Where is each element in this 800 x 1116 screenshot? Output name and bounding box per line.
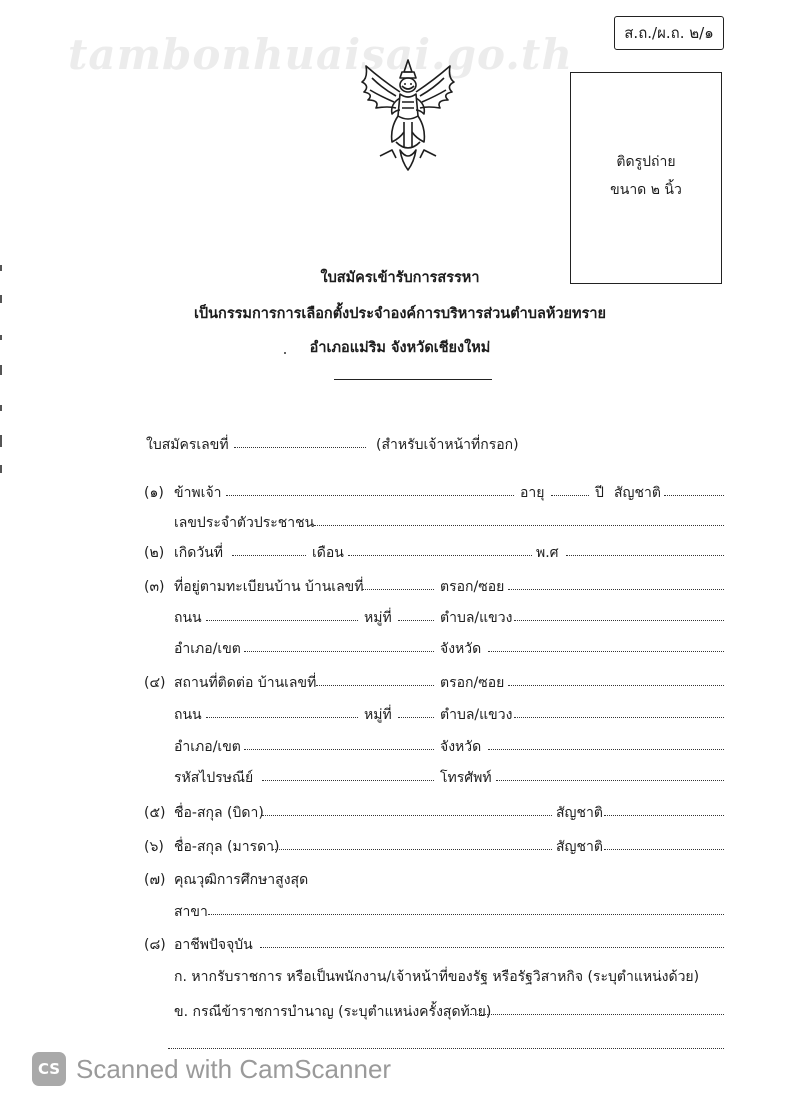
occupation-field[interactable] [260,947,724,948]
mother-nationality-label: สัญชาติ [556,839,603,855]
pension-position-field[interactable] [470,1014,724,1015]
id-card-label: เลขประจำตัวประชาชน [174,515,315,531]
application-no-label: ใบสมัครเลขที่ [146,437,229,453]
name-label: ข้าพเจ้า [174,485,222,501]
father-nationality-field[interactable] [604,815,724,816]
title-divider [334,379,492,380]
registered-province-field[interactable] [488,651,724,652]
nationality-label: สัญชาติ [614,485,661,501]
registered-house-no-field[interactable] [362,589,434,590]
item-2-number: (๒) [144,545,165,561]
garuda-emblem-icon [356,58,460,178]
phone-field[interactable] [496,780,724,781]
item-1-number: (๑) [144,485,164,501]
occupation-label: อาชีพปัจจุบัน [174,937,253,953]
government-position-label: ก. หากรับราชการ หรือเป็นพนักงาน/เจ้าหน้าที่ของรัฐ หรือรัฐวิสาหกิจ (ระบุตำแหน่งด้วย) [174,969,700,985]
speck [284,352,286,354]
contact-tambon-field[interactable] [514,717,724,718]
education-label: คุณวุฒิการศึกษาสูงสุด [174,872,309,888]
camscanner-text: Scanned with CamScanner [76,1053,392,1084]
registered-alley-label: ตรอก/ซอย [440,579,505,595]
mother-name-field[interactable] [272,849,552,850]
nationality-field[interactable] [664,495,724,496]
pension-position-label: ข. กรณีข้าราชการบำนาญ (ระบุตำแหน่งครั้งสุดท้าย) [174,1004,492,1020]
major-label: สาขา [174,904,208,920]
registered-tambon-label: ตำบล/แขวง [440,610,513,626]
registered-house-no-label: ที่อยู่ตามทะเบียนบ้าน บ้านเลขที่ [174,579,364,595]
item-7-number: (๗) [144,872,166,888]
postcode-label: รหัสไปรษณีย์ [174,770,254,786]
year-label: ปี [595,485,604,501]
photo-box-label: ติดรูปถ่าย [616,154,676,170]
photo-box-size: ขนาด ๒ นิ้ว [610,182,682,198]
photo-box [570,72,722,284]
birth-day-label: เกิดวันที่ [174,545,224,561]
mother-name-label: ชื่อ-สกุล (มารดา) [174,839,280,855]
age-field[interactable] [551,495,589,496]
form-code: ส.ถ./ผ.ถ. ๒/๑ [624,24,714,42]
registered-moo-label: หมู่ที่ [364,610,392,626]
item-4-number: (๔) [144,675,166,691]
contact-house-no-label: สถานที่ติดต่อ บ้านเลขที่ [174,675,317,691]
registered-amphoe-label: อำเภอ/เขต [174,641,241,657]
contact-amphoe-label: อำเภอ/เขต [174,739,241,755]
contact-moo-label: หมู่ที่ [364,707,392,723]
contact-road-field[interactable] [206,717,358,718]
camscanner-logo-icon: CS [32,1052,66,1086]
contact-province-label: จังหวัด [440,739,482,755]
contact-alley-field[interactable] [508,685,724,686]
camscanner-badge [32,1052,391,1086]
postcode-field[interactable] [262,780,434,781]
father-nationality-label: สัญชาติ [556,805,603,821]
watermark-text: tambonhuaisai.go.th [68,30,573,79]
registered-tambon-field[interactable] [514,620,724,621]
birth-month-label: เดือน [312,545,344,561]
mother-nationality-field[interactable] [604,849,724,850]
registered-province-label: จังหวัด [440,641,482,657]
birth-year-label: พ.ศ [536,545,559,561]
registered-amphoe-field[interactable] [244,651,434,652]
item-3-number: (๓) [144,579,165,595]
registered-road-field[interactable] [206,620,358,621]
contact-province-field[interactable] [488,749,724,750]
father-name-label: ชื่อ-สกุล (บิดา) [174,805,264,821]
birth-year-field[interactable] [566,555,724,556]
major-field[interactable] [208,914,724,915]
id-card-field[interactable] [314,525,724,526]
contact-road-label: ถนน [174,707,202,723]
item-8-number: (๘) [144,937,166,953]
form-title-line3: อำเภอแม่ริม จังหวัดเชียงใหม่ [309,340,491,356]
contact-tambon-label: ตำบล/แขวง [440,707,513,723]
contact-house-no-field[interactable] [316,685,434,686]
application-no-field[interactable] [234,447,366,448]
birth-month-field[interactable] [348,555,532,556]
item-6-number: (๖) [144,839,164,855]
registered-alley-field[interactable] [508,589,724,590]
phone-label: โทรศัพท์ [440,770,492,786]
form-code-box [614,16,724,50]
form-title-line1: ใบสมัครเข้ารับการสรรหา [320,270,480,286]
contact-moo-field[interactable] [398,717,434,718]
registered-moo-field[interactable] [398,620,434,621]
father-name-field[interactable] [262,815,552,816]
extra-line-field[interactable] [168,1048,724,1049]
name-field[interactable] [226,495,514,496]
application-no-note: (สำหรับเจ้าหน้าที่กรอก) [376,437,519,453]
age-label: อายุ [520,485,545,501]
form-title-line2: เป็นกรรมการการเลือกตั้งประจำองค์การบริหารส่วนตำบลห้วยทราย [193,306,607,322]
contact-alley-label: ตรอก/ซอย [440,675,505,691]
scan-edge-marks [0,265,3,480]
birth-day-field[interactable] [232,555,306,556]
registered-road-label: ถนน [174,610,202,626]
contact-amphoe-field[interactable] [244,749,434,750]
item-5-number: (๕) [144,805,166,821]
